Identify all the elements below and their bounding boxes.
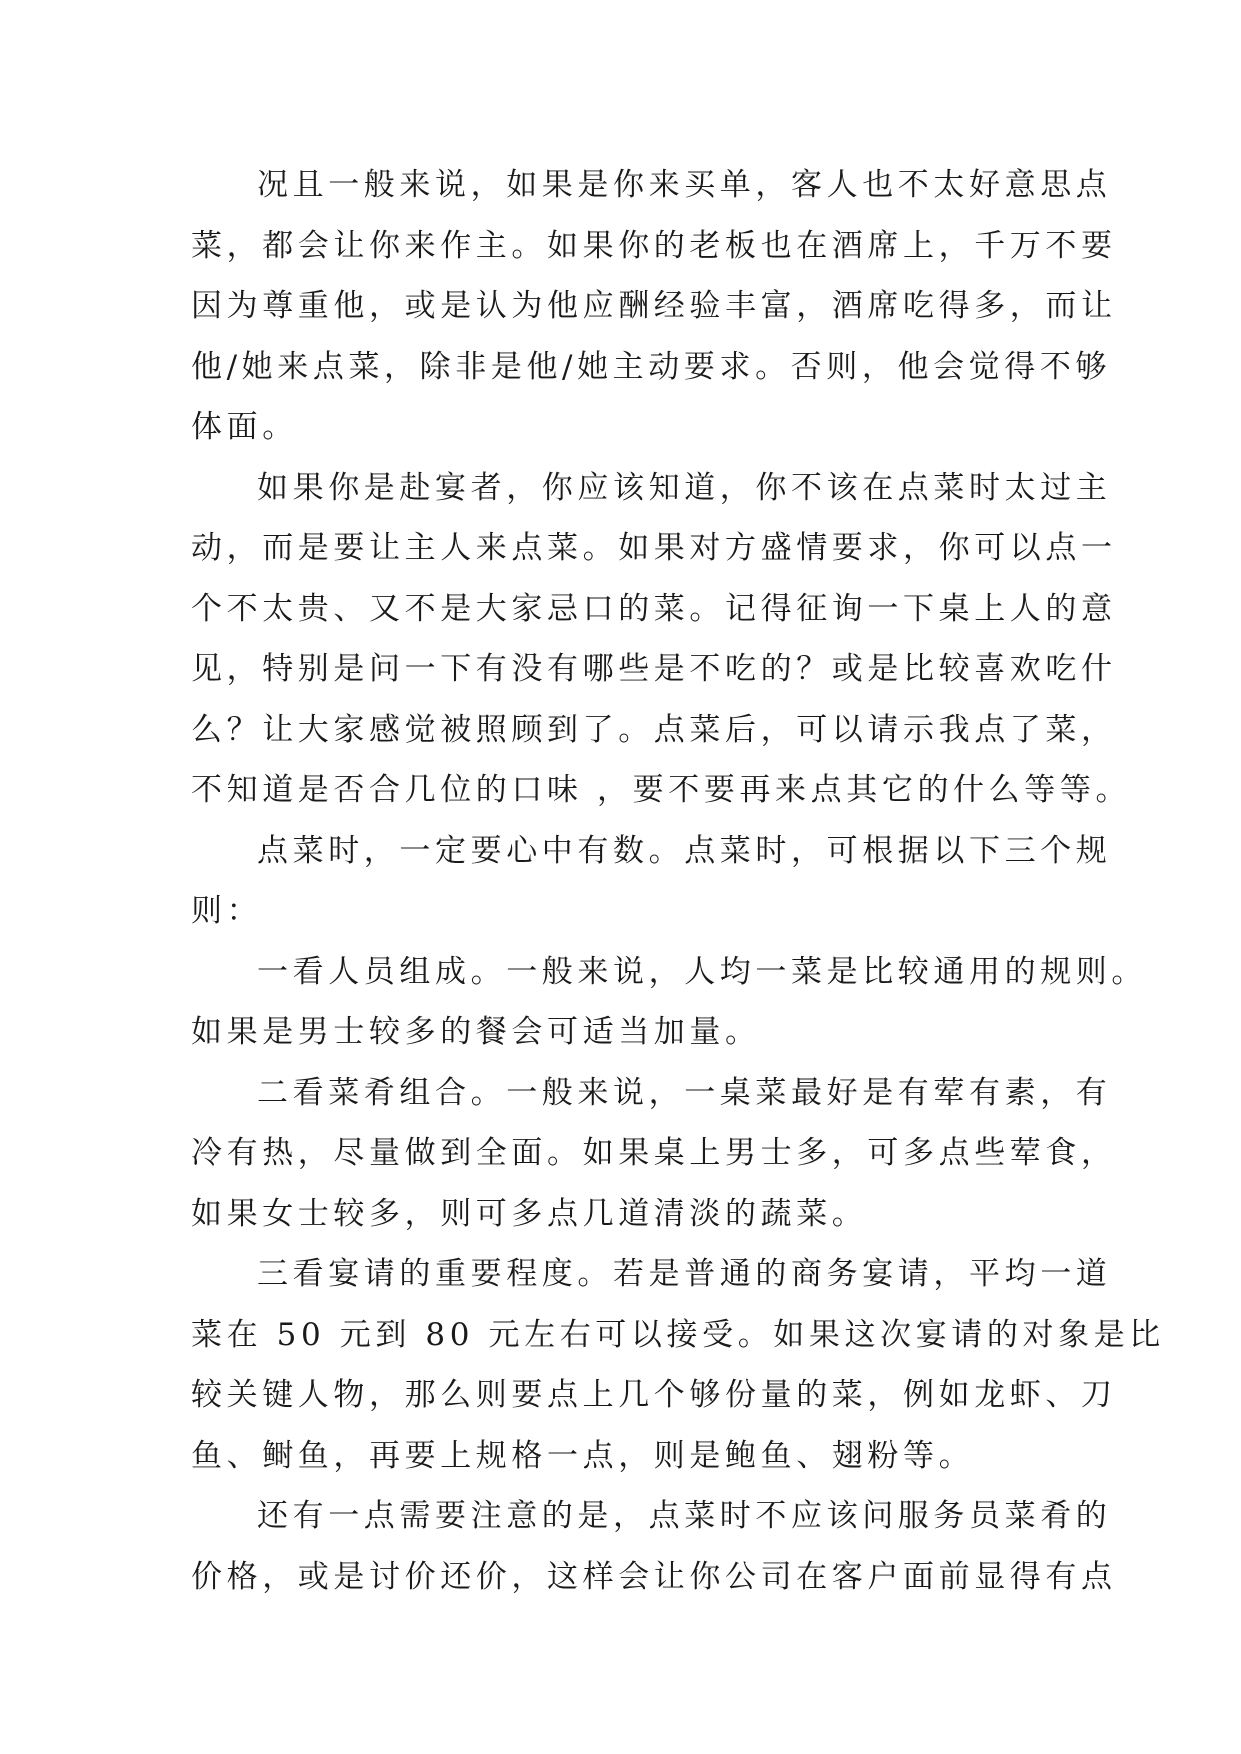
- text-line: 点菜时，一定要心中有数。点菜时，可根据以下三个规: [257, 832, 1112, 869]
- text-line: 动，而是要让主人来点菜。如果对方盛情要求，你可以点一: [191, 530, 1117, 566]
- paragraph-4: [191, 942, 1147, 1063]
- text-line: 三看宴请的重要程度。若是普通的商务宴请，平均一道: [257, 1256, 1112, 1292]
- text-line: 如果是男士较多的餐会可适当加量。: [191, 1014, 761, 1050]
- text-line: 一看人员组成。一般来说，人均一菜是比较通用的规则。: [257, 953, 1147, 990]
- text-line: 还有一点需要注意的是，点菜时不应该问服务员菜肴的: [257, 1498, 1112, 1534]
- text-line: 则：: [191, 893, 263, 929]
- text-line: 他/她来点菜，除非是他/她主动要求。否则，他会觉得不够: [191, 348, 1112, 385]
- text-line: 冷有热，尽量做到全面。如果桌上男士多，可多点些荤食，: [191, 1135, 1117, 1171]
- text-line: 见，特别是问一下有没有哪些是不吃的？或是比较喜欢吃什: [191, 651, 1117, 687]
- paragraph-5: [191, 1063, 1117, 1245]
- text-line: 不知道是否合几位的口味 ，要不要再来点其它的什么等等。: [191, 772, 1132, 808]
- text-line: 菜在 50 元到 80 元左右可以接受。如果这次宴请的对象是比: [191, 1316, 1165, 1353]
- body-text: [191, 155, 1165, 1607]
- text-line: 鱼、鲥鱼，再要上规格一点，则是鲍鱼、翅粉等。: [191, 1437, 975, 1474]
- text-line: 二看菜肴组合。一般来说，一桌菜最好是有荤有素，有: [257, 1074, 1112, 1111]
- text-line: 个不太贵、又不是大家忌口的菜。记得征询一下桌上人的意: [191, 590, 1117, 627]
- text-line: 较关键人物，那么则要点上几个够份量的菜，例如龙虾、刀: [191, 1377, 1117, 1413]
- text-line: 菜，都会让你来作主。如果你的老板也在酒席上，千万不要: [191, 227, 1117, 264]
- paragraph-2: [191, 458, 1132, 821]
- text-line: 如果你是赴宴者，你应该知道，你不该在点菜时太过主: [257, 469, 1112, 506]
- text-line: 因为尊重他，或是认为他应酬经验丰富，酒席吃得多，而让: [191, 288, 1117, 324]
- paragraph-7: [191, 1486, 1117, 1607]
- text-line: 体面。: [191, 409, 298, 445]
- text-line: 么？让大家感觉被照顾到了。点菜后，可以请示我点了菜，: [191, 711, 1117, 748]
- paragraph-6: [191, 1244, 1165, 1486]
- paragraph-1: [191, 155, 1117, 458]
- text-line: 况且一般来说，如果是你来买单，客人也不太好意思点: [257, 167, 1112, 203]
- text-line: 如果女士较多，则可多点几道清淡的蔬菜。: [191, 1195, 868, 1232]
- paragraph-3: [191, 821, 1112, 942]
- text-line: 价格，或是讨价还价，这样会让你公司在客户面前显得有点: [191, 1558, 1117, 1595]
